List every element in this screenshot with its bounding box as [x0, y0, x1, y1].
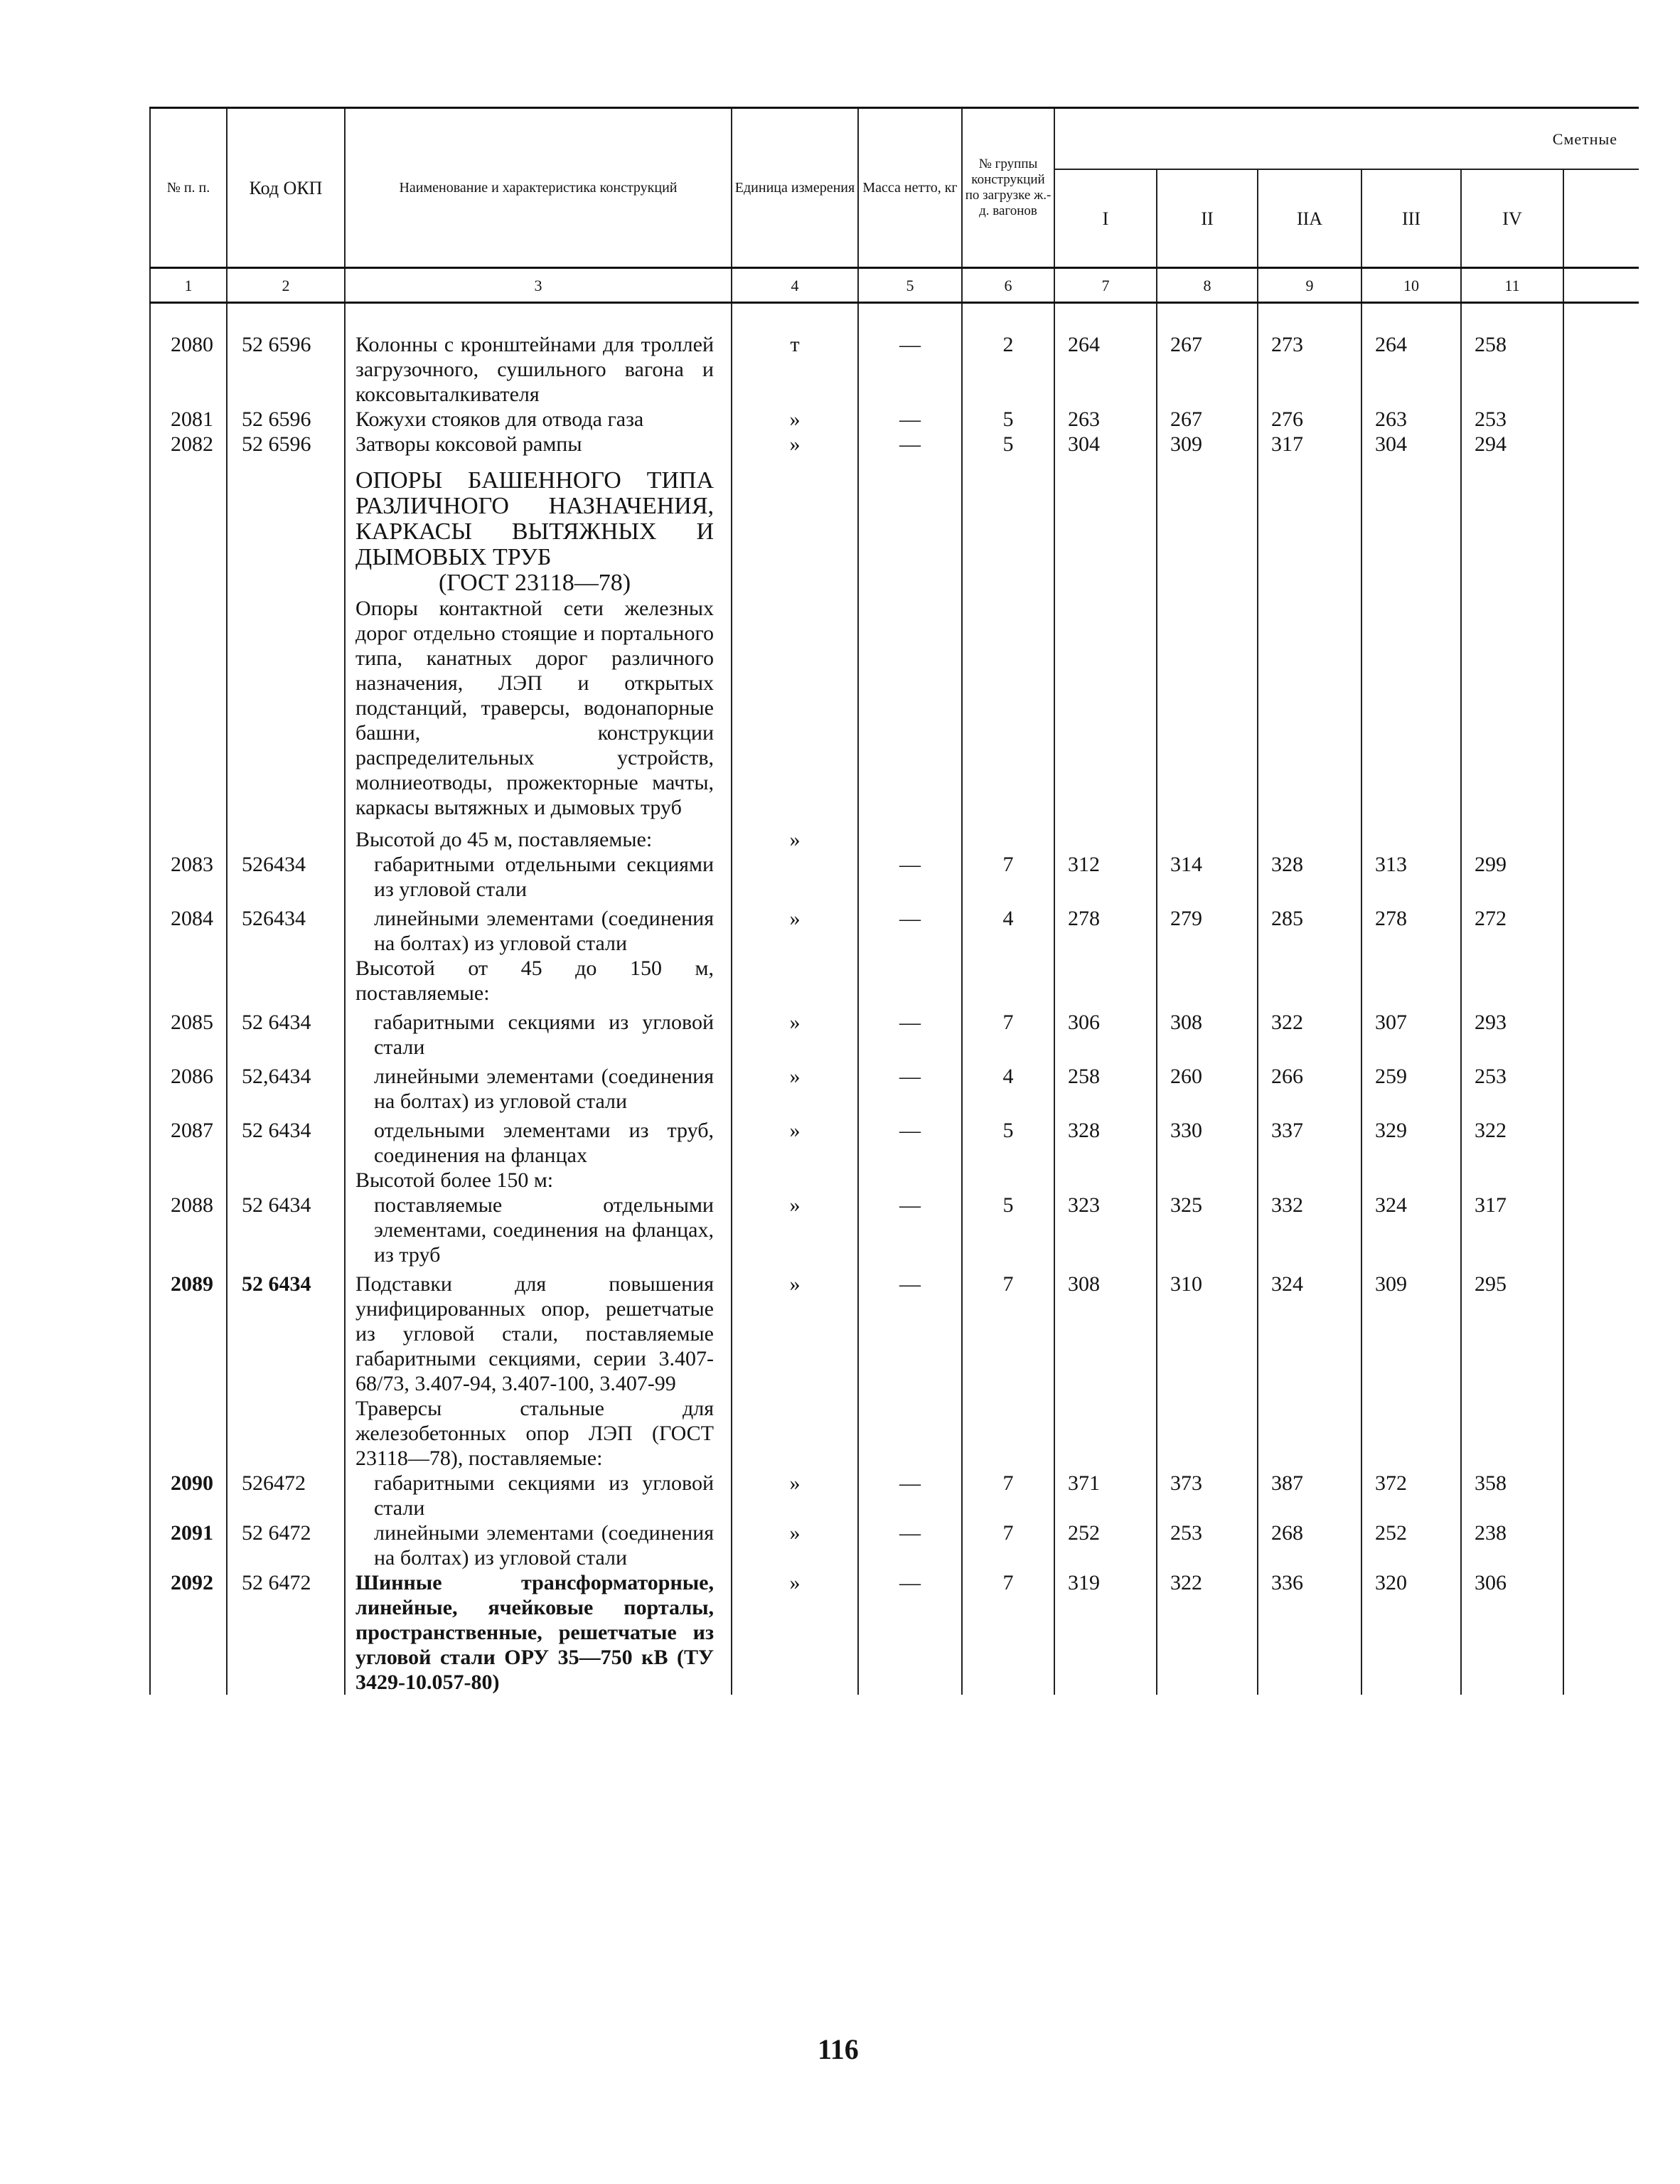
row-name: габаритными отдельными секциями из угловой стали: [345, 852, 732, 902]
row-group: 2: [962, 332, 1054, 407]
row-price-II: 373: [1157, 1471, 1258, 1520]
section-heading: ОПОРЫ БАШЕННОГО ТИПА РАЗЛИЧНОГО НАЗНАЧЕНИЯ, КАРКАСЫ ВЫТЯЖНЫХ И ДЫМОВЫХ ТРУБ: [355, 467, 714, 570]
row-mass: —: [858, 332, 962, 407]
row-group: 7: [962, 1520, 1054, 1570]
row-code: 526434: [227, 852, 345, 902]
header-col-IIA: IIA: [1258, 169, 1361, 268]
row-price-II: 309: [1157, 432, 1258, 457]
row-mass: —: [858, 432, 962, 457]
row-num: 2089: [150, 1272, 227, 1396]
row-price-IIA: 268: [1258, 1520, 1361, 1570]
row-mass: —: [858, 906, 962, 956]
row-group: 4: [962, 906, 1054, 956]
row-price-III: 278: [1361, 906, 1461, 956]
table-row: [150, 1570, 1639, 1695]
subheading-45-150m: Высотой от 45 до 150 м, поставляемые:: [345, 956, 732, 1006]
row-price-IV: 322: [1461, 1118, 1563, 1168]
row-code: 52 6472: [227, 1570, 345, 1695]
row-price-IV: 306: [1461, 1570, 1563, 1695]
row-group: 5: [962, 1193, 1054, 1267]
row-unit: »: [732, 407, 858, 432]
row-name: габаритными секциями из угловой стали: [345, 1471, 732, 1520]
row-group: 5: [962, 407, 1054, 432]
table-row: [150, 332, 1639, 407]
row-group: 7: [962, 1570, 1054, 1695]
header-num: № п. п.: [150, 108, 227, 268]
row-unit: »: [732, 1520, 858, 1570]
header-col-III: III: [1361, 169, 1461, 268]
row-num: 2082: [150, 432, 227, 457]
table-row: [150, 1010, 1639, 1060]
row-price-III: 307: [1361, 1010, 1461, 1060]
row-mass: —: [858, 1570, 962, 1695]
section-description-row: [150, 596, 1639, 820]
row-price-I: 252: [1054, 1520, 1157, 1570]
row-code: 52 6596: [227, 432, 345, 457]
subheading-row: [150, 1168, 1639, 1193]
row-num: 2086: [150, 1064, 227, 1114]
row-unit: »: [732, 1570, 858, 1695]
row-price-II: 260: [1157, 1064, 1258, 1114]
row-price-II: 308: [1157, 1010, 1258, 1060]
row-price-II: 267: [1157, 407, 1258, 432]
row-price-I: 308: [1054, 1272, 1157, 1396]
col-number-8: 8: [1157, 268, 1258, 303]
row-price-III: 372: [1361, 1471, 1461, 1520]
row-group: 7: [962, 1471, 1054, 1520]
subheading-45m: Высотой до 45 м, поставляемые:: [345, 820, 732, 852]
row-code: 526434: [227, 906, 345, 956]
row-unit: »: [732, 1010, 858, 1060]
row-price-IIA: 322: [1258, 1010, 1361, 1060]
row-price-IV: 238: [1461, 1520, 1563, 1570]
header-mass: Масса нетто, кг: [858, 108, 962, 268]
row-price-IIA: 285: [1258, 906, 1361, 956]
col-number-6: 6: [962, 268, 1054, 303]
col-number-9: 9: [1258, 268, 1361, 303]
row-price-IIA: 332: [1258, 1193, 1361, 1267]
row-price-IV: 272: [1461, 906, 1563, 956]
row-num: 2090: [150, 1471, 227, 1520]
subheading-unit: »: [732, 820, 858, 852]
col-number-5: 5: [858, 268, 962, 303]
table-header: [150, 108, 1639, 303]
row-price-III: 264: [1361, 332, 1461, 407]
row-code: 52 6472: [227, 1520, 345, 1570]
row-mass: —: [858, 1193, 962, 1267]
row-price-II: 279: [1157, 906, 1258, 956]
row-price-II: 330: [1157, 1118, 1258, 1168]
row-code: 52 6434: [227, 1193, 345, 1267]
row-code: 52,6434: [227, 1064, 345, 1114]
row-price-I: 304: [1054, 432, 1157, 457]
section-heading-row: [150, 457, 1639, 596]
col-number-4: 4: [732, 268, 858, 303]
header-col-extra: [1563, 169, 1639, 268]
row-mass: —: [858, 1272, 962, 1396]
row-unit: »: [732, 1193, 858, 1267]
row-mass: —: [858, 1471, 962, 1520]
row-num: 2083: [150, 852, 227, 902]
row-name: Подставки для повышения унифицированных опор, решетчатые из угловой стали, поставляемые габаритными секциями, серии 3.407-68/73, 3.407-94, 3.407-100, 3.407-99: [345, 1272, 732, 1396]
row-price-III: 329: [1361, 1118, 1461, 1168]
table-row: [150, 407, 1639, 432]
row-mass: —: [858, 407, 962, 432]
row-price-I: 328: [1054, 1118, 1157, 1168]
row-price-IV: 258: [1461, 332, 1563, 407]
row-code: 52 6434: [227, 1118, 345, 1168]
row-price-II: 325: [1157, 1193, 1258, 1267]
row-num: 2091: [150, 1520, 227, 1570]
row-unit: [732, 852, 858, 902]
row-price-I: 323: [1054, 1193, 1157, 1267]
row-price-IIA: 266: [1258, 1064, 1361, 1114]
row-price-IV: 294: [1461, 432, 1563, 457]
col-number-1: 1: [150, 268, 227, 303]
row-price-IIA: 336: [1258, 1570, 1361, 1695]
row-price-III: 304: [1361, 432, 1461, 457]
row-price-IIA: 273: [1258, 332, 1361, 407]
table-row: [150, 1471, 1639, 1520]
row-group: 7: [962, 1010, 1054, 1060]
row-group: 7: [962, 1272, 1054, 1396]
row-price-IIA: 324: [1258, 1272, 1361, 1396]
row-group: 4: [962, 1064, 1054, 1114]
row-num: 2087: [150, 1118, 227, 1168]
col-number-7: 7: [1054, 268, 1157, 303]
row-code: 52 6434: [227, 1010, 345, 1060]
header-unit: Единица измерения: [732, 108, 858, 268]
row-price-I: 319: [1054, 1570, 1157, 1695]
table-row: [150, 852, 1639, 902]
row-name: Колонны с кронштейнами для троллей загрузочного, сушильного вагона и коксовыталкивателя: [345, 332, 732, 407]
row-name: линейными элементами (соединения на болтах) из угловой стали: [345, 906, 732, 956]
row-code: 52 6434: [227, 1272, 345, 1396]
price-table: [149, 107, 1639, 1695]
row-price-IV: 253: [1461, 407, 1563, 432]
row-price-I: 306: [1054, 1010, 1157, 1060]
row-mass: —: [858, 852, 962, 902]
col-number-10: 10: [1361, 268, 1461, 303]
row-price-I: 258: [1054, 1064, 1157, 1114]
row-num: 2080: [150, 332, 227, 407]
row-price-IV: 317: [1461, 1193, 1563, 1267]
subheading-row: [150, 820, 1639, 852]
row-price-I: 263: [1054, 407, 1157, 432]
row-price-III: 263: [1361, 407, 1461, 432]
row-price-II: 253: [1157, 1520, 1258, 1570]
price-table-page: [149, 107, 1618, 1695]
row-name: отдельными элементами из труб, соединения на фланцах: [345, 1118, 732, 1168]
row-price-IIA: 276: [1258, 407, 1361, 432]
row-name: Затворы коксовой рампы: [345, 432, 732, 457]
row-num: 2081: [150, 407, 227, 432]
row-unit: »: [732, 1064, 858, 1114]
table-row: [150, 1193, 1639, 1267]
row-name: линейными элементами (соединения на болтах) из угловой стали: [345, 1520, 732, 1570]
row-price-III: 313: [1361, 852, 1461, 902]
subheading-row: [150, 956, 1639, 1006]
table-row: [150, 1118, 1639, 1168]
row-name: Кожухи стояков для отвода газа: [345, 407, 732, 432]
row-unit: »: [732, 906, 858, 956]
header-col-II: II: [1157, 169, 1258, 268]
row-price-III: 259: [1361, 1064, 1461, 1114]
header-col-I: I: [1054, 169, 1157, 268]
table-row: [150, 1064, 1639, 1114]
table-row: [150, 1520, 1639, 1570]
row-price-IIA: 387: [1258, 1471, 1361, 1520]
col-number-blank: [1563, 268, 1639, 303]
row-mass: —: [858, 1064, 962, 1114]
col-number-2: 2: [227, 268, 345, 303]
row-price-III: 320: [1361, 1570, 1461, 1695]
row-unit: »: [732, 1118, 858, 1168]
row-unit: т: [732, 332, 858, 407]
row-price-IV: 253: [1461, 1064, 1563, 1114]
row-unit: »: [732, 1471, 858, 1520]
subheading-row: [150, 1396, 1639, 1471]
row-group: 5: [962, 432, 1054, 457]
row-unit: »: [732, 1272, 858, 1396]
row-code: 52 6596: [227, 332, 345, 407]
row-price-IV: 299: [1461, 852, 1563, 902]
header-name: Наименование и характеристика конструкций: [345, 108, 732, 268]
row-price-II: 314: [1157, 852, 1258, 902]
row-price-II: 310: [1157, 1272, 1258, 1396]
header-col-IV: IV: [1461, 169, 1563, 268]
row-code: 526472: [227, 1471, 345, 1520]
row-name: Шинные трансформаторные, линейные, ячейковые порталы, пространственные, решетчатые из угловой стали ОРУ 35—750 кВ (ТУ 3429-10.057-80): [345, 1570, 732, 1695]
row-group: 5: [962, 1118, 1054, 1168]
row-price-I: 312: [1054, 852, 1157, 902]
row-num: 2092: [150, 1570, 227, 1695]
row-price-III: 309: [1361, 1272, 1461, 1396]
row-price-IIA: 317: [1258, 432, 1361, 457]
row-price-I: 278: [1054, 906, 1157, 956]
row-name: линейными элементами (соединения на болтах) из угловой стали: [345, 1064, 732, 1114]
row-price-IIA: 337: [1258, 1118, 1361, 1168]
header-estimate-group: Сметные: [1054, 108, 1639, 170]
table-row: [150, 1272, 1639, 1396]
row-unit: »: [732, 432, 858, 457]
row-name: габаритными секциями из угловой стали: [345, 1010, 732, 1060]
page-number: 116: [818, 2033, 859, 2065]
row-num: 2088: [150, 1193, 227, 1267]
col-number-3: 3: [345, 268, 732, 303]
row-num: 2085: [150, 1010, 227, 1060]
subheading-150m: Высотой более 150 м:: [345, 1168, 732, 1193]
row-price-IV: 295: [1461, 1272, 1563, 1396]
table-row: [150, 906, 1639, 956]
row-price-II: 322: [1157, 1570, 1258, 1695]
row-mass: —: [858, 1118, 962, 1168]
row-price-III: 324: [1361, 1193, 1461, 1267]
row-mass: —: [858, 1010, 962, 1060]
col-number-11: 11: [1461, 268, 1563, 303]
row-price-III: 252: [1361, 1520, 1461, 1570]
row-num: 2084: [150, 906, 227, 956]
row-group: 7: [962, 852, 1054, 902]
table-row: [150, 432, 1639, 457]
header-group: № группы конструкций по загрузке ж.-д. вагонов: [962, 108, 1054, 268]
row-mass: —: [858, 1520, 962, 1570]
row-price-I: 371: [1054, 1471, 1157, 1520]
table-body: [150, 303, 1639, 1695]
row-code: 52 6596: [227, 407, 345, 432]
row-price-II: 267: [1157, 332, 1258, 407]
section-gost: (ГОСТ 23118—78): [438, 570, 631, 596]
row-price-IV: 358: [1461, 1471, 1563, 1520]
row-name: поставляемые отдельными элементами, соединения на фланцах, из труб: [345, 1193, 732, 1267]
row-price-I: 264: [1054, 332, 1157, 407]
row-price-IV: 293: [1461, 1010, 1563, 1060]
section-description: Опоры контактной сети железных дорог отдельно стоящие и портального типа, канатных дорог различного назначения, ЛЭП и открытых подстанций, траверсы, водонапорные башни, конструкции распределительных устройств, молниеотводы, прожекторные мачты, каркасы вытяжных и дымовых труб: [345, 596, 732, 820]
row-price-IIA: 328: [1258, 852, 1361, 902]
header-code: Код ОКП: [227, 108, 345, 268]
subheading-traverse: Траверсы стальные для железобетонных опор ЛЭП (ГОСТ 23118—78), поставляемые:: [345, 1396, 732, 1471]
